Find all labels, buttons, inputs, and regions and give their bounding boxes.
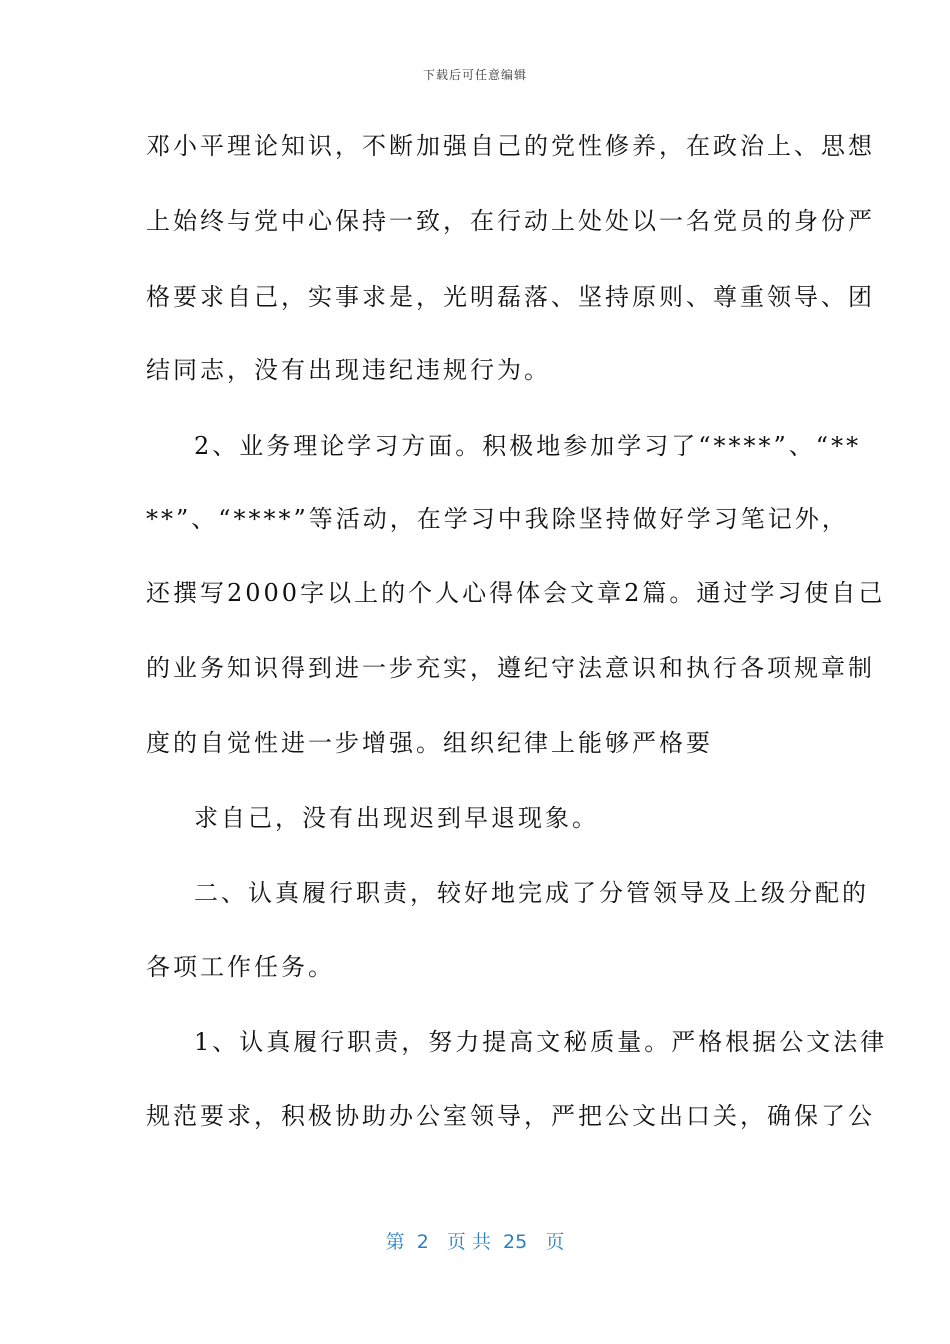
text-line: 2、业务理论学习方面。积极地参加学习了“****”、“**: [194, 432, 862, 460]
text-line: 度的自觉性进一步增强。组织纪律上能够严格要: [146, 729, 713, 757]
text-line: 邓小平理论知识，不断加强自己的党性修养，在政治上、思想: [146, 132, 875, 160]
page-header: 下载后可任意编辑: [422, 68, 527, 82]
text-line: 的业务知识得到进一步充实，遵纪守法意识和执行各项规章制: [146, 654, 875, 682]
text-line: 1、认真履行职责，努力提高文秘质量。严格根据公文法律: [194, 1028, 888, 1056]
page-footer: 第 2 页 共 25 页: [385, 1231, 565, 1253]
text-line: 二、认真履行职责，较好地完成了分管领导及上级分配的: [194, 879, 869, 907]
text-line: **”、“****”等活动，在学习中我除坚持做好学习笔记外，: [146, 505, 849, 533]
text-line: 格要求自己，实事求是，光明磊落、坚持原则、尊重领导、团: [146, 283, 875, 311]
text-line: 还撰写2000字以上的个人心得体会文章2篇。通过学习使自己: [146, 579, 886, 607]
text-line: 结同志，没有出现违纪违规行为。: [146, 356, 551, 384]
text-line: 各项工作任务。: [146, 953, 335, 981]
text-line: 规范要求，积极协助办公室领导，严把公文出口关，确保了公: [146, 1102, 875, 1130]
text-line: 上始终与党中心保持一致，在行动上处处以一名党员的身份严: [146, 207, 875, 235]
text-line: 求自己，没有出现迟到早退现象。: [194, 804, 599, 832]
